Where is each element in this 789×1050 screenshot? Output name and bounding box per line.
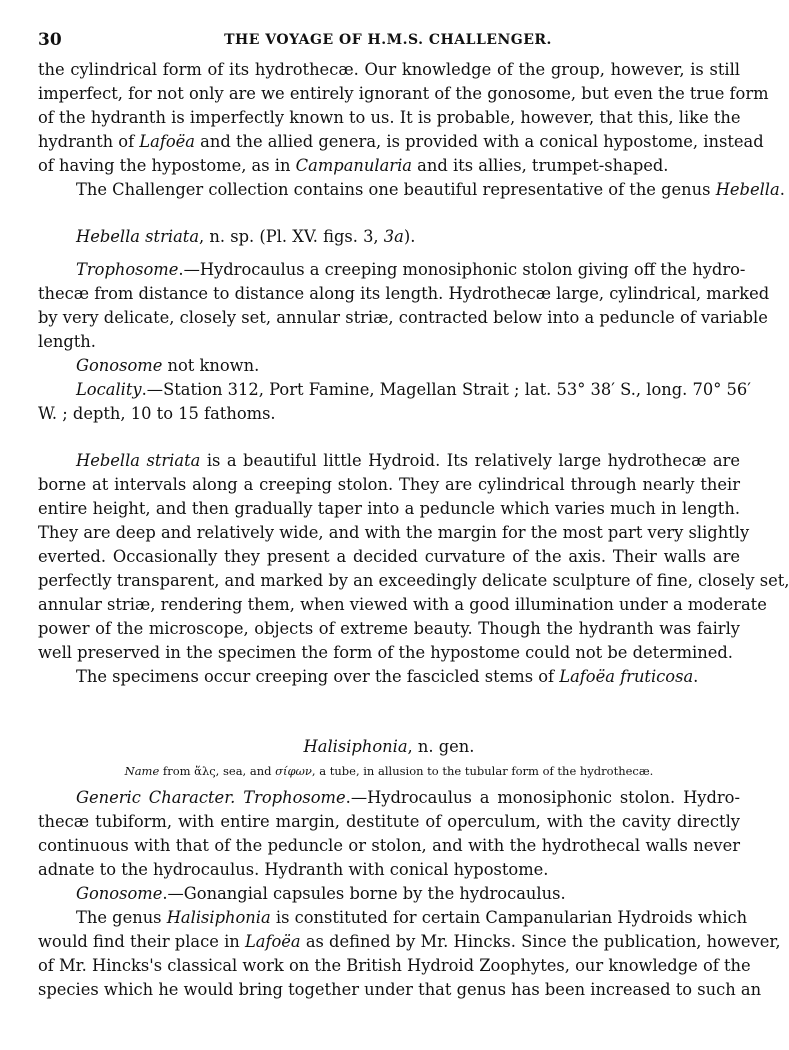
text: of the hydranth is imperfectly known to us. It is probable, however, that this, like the bbox=[38, 108, 741, 127]
italic-text: Generic Character. Trophosome bbox=[76, 788, 346, 807]
text: , n. sp. (Pl. XV. figs. 3, bbox=[199, 227, 384, 246]
text-line bbox=[38, 641, 740, 665]
text: , a tube, in allusion to the tubular form of the hydrothecæ. bbox=[311, 764, 654, 778]
text: power of the microscope, objects of extreme beauty. Though the hydranth was fairly bbox=[38, 619, 740, 638]
text: is a beautiful little Hydroid. Its relatively large hydrothecæ are bbox=[200, 451, 740, 470]
text: .—Hydrocaulus a monosiphonic stolon. Hydro- bbox=[345, 788, 740, 807]
text: not known. bbox=[162, 356, 260, 375]
italic-text: Campanularia bbox=[295, 156, 412, 175]
text-line bbox=[38, 402, 740, 426]
italic-text: Halisiphonia bbox=[303, 737, 408, 756]
text-line bbox=[38, 82, 769, 106]
text: . bbox=[779, 180, 785, 199]
text: hydranth of bbox=[38, 132, 140, 151]
italic-text: 3a bbox=[383, 227, 404, 246]
text-line bbox=[38, 521, 750, 545]
text: imperfect, for not only are we entirely ignorant of the gonosome, but even the true form bbox=[38, 84, 769, 103]
text-line bbox=[38, 58, 740, 82]
text: thecæ tubiform, with entire margin, destitute of operculum, with the cavity directly bbox=[38, 812, 740, 831]
text-line bbox=[38, 282, 770, 306]
section-heading bbox=[38, 735, 740, 759]
text: by very delicate, closely set, annular striæ, contracted below into a peduncle of variable bbox=[38, 308, 768, 327]
text: of Mr. Hincks's classical work on the British Hydroid Zoophytes, our knowledge of the bbox=[38, 956, 751, 975]
text: ). bbox=[403, 227, 416, 246]
page-number: 30 bbox=[38, 30, 62, 50]
text: .—Gonangial capsules borne by the hydrocaulus. bbox=[162, 884, 566, 903]
text-line bbox=[38, 473, 740, 497]
text: The specimens occur creeping over the fascicled stems of bbox=[76, 667, 560, 686]
text: continuous with that of the peduncle or stolon, and with the hydrothecal walls never bbox=[38, 836, 740, 855]
text-line bbox=[38, 810, 740, 834]
text-line bbox=[38, 306, 768, 330]
text: everted. Occasionally they present a decided curvature of the axis. Their walls are bbox=[38, 547, 740, 566]
text-line bbox=[38, 858, 740, 882]
text: .—Station 312, Port Famine, Magellan Strait ; lat. 53° 38′ S., long. 70° 56′ bbox=[141, 380, 751, 399]
text: the cylindrical form of its hydrothecæ. Our knowledge of the group, however, is still bbox=[38, 60, 740, 79]
etymology-note bbox=[38, 762, 740, 780]
text: thecæ from distance to distance along its length. Hydrothecæ large, cylindrical, marked bbox=[38, 284, 770, 303]
italic-text: Locality bbox=[76, 380, 142, 399]
italic-text: Lafoëa bbox=[139, 132, 195, 151]
text: . bbox=[693, 667, 699, 686]
text-line bbox=[38, 545, 740, 569]
text: borne at intervals along a creeping stolon. They are cylindrical through nearly their bbox=[38, 475, 740, 494]
text: length. bbox=[38, 332, 96, 351]
italic-text: Name bbox=[124, 764, 160, 778]
text-line bbox=[38, 906, 748, 930]
text: and its allies, trumpet-shaped. bbox=[412, 156, 669, 175]
italic-text: Trophosome bbox=[76, 260, 179, 279]
text: The Challenger collection contains one beautiful representative of the genus bbox=[76, 180, 716, 199]
italic-text: Hebella striata bbox=[76, 227, 200, 246]
text-line bbox=[38, 617, 740, 641]
text-line bbox=[38, 954, 751, 978]
text-line bbox=[38, 449, 740, 473]
text-line bbox=[38, 497, 740, 521]
text: is constituted for certain Campanularian Hydroids which bbox=[270, 908, 748, 927]
text: from ἅλς, sea, and bbox=[159, 764, 276, 778]
text: adnate to the hydrocaulus. Hydranth with conical hypostome. bbox=[38, 860, 549, 879]
text-line bbox=[38, 930, 781, 954]
text-line bbox=[38, 378, 751, 402]
text: of having the hypostome, as in bbox=[38, 156, 296, 175]
text: The genus bbox=[76, 908, 167, 927]
text-line bbox=[38, 786, 740, 810]
text-line bbox=[38, 569, 789, 593]
text-line bbox=[38, 106, 740, 130]
paragraph-block bbox=[38, 786, 781, 1002]
text-line bbox=[38, 978, 762, 1002]
text-line bbox=[38, 882, 740, 906]
paragraph-block bbox=[38, 58, 785, 202]
italic-text: Gonosome bbox=[76, 356, 163, 375]
paragraph-block bbox=[38, 258, 770, 426]
text: and the allied genera, is provided with a conical hypostome, instead bbox=[195, 132, 764, 151]
text-line bbox=[38, 665, 740, 689]
text-line bbox=[38, 330, 740, 354]
text: species which he would bring together under that genus has been increased to such an bbox=[38, 980, 762, 999]
text-line bbox=[38, 354, 740, 378]
text-line bbox=[38, 834, 740, 858]
italic-text: Gonosome bbox=[76, 884, 163, 903]
paragraph-block bbox=[38, 449, 789, 689]
text: W. ; depth, 10 to 15 fathoms. bbox=[38, 404, 276, 423]
text-line bbox=[38, 258, 746, 282]
text: annular striæ, rendering them, when viewed with a good illumination under a moderate bbox=[38, 595, 767, 614]
text-line bbox=[38, 154, 740, 178]
text: , n. gen. bbox=[407, 737, 475, 756]
text: They are deep and relatively wide, and with the margin for the most part very slightly bbox=[38, 523, 750, 542]
italic-text: Lafoëa fruticosa bbox=[559, 667, 694, 686]
text: perfectly transparent, and marked by an exceedingly delicate sculpture of fine, closely set, bbox=[38, 571, 789, 590]
page-header bbox=[38, 30, 738, 54]
text: entire height, and then gradually taper into a peduncle which varies much in length. bbox=[38, 499, 740, 518]
text: well preserved in the specimen the form of the hypostome could not be determined. bbox=[38, 643, 733, 662]
italic-text: Lafoëa bbox=[244, 932, 301, 951]
italic-text: Halisiphonia bbox=[166, 908, 271, 927]
text: .—Hydrocaulus a creeping monosiphonic stolon giving off the hydro- bbox=[178, 260, 746, 279]
italic-text: Hebella striata bbox=[76, 451, 201, 470]
italic-text: σίφων bbox=[275, 764, 312, 778]
text-line bbox=[38, 225, 740, 249]
text-line bbox=[38, 593, 767, 617]
italic-text: Hebella bbox=[715, 180, 780, 199]
text: as defined by Mr. Hincks. Since the publication, however, bbox=[300, 932, 781, 951]
running-title: THE VOYAGE OF H.M.S. CHALLENGER. bbox=[224, 32, 552, 48]
text-line bbox=[38, 130, 764, 154]
text-line bbox=[38, 735, 740, 759]
text-line bbox=[38, 762, 740, 780]
text-line bbox=[38, 178, 785, 202]
text: would find their place in bbox=[38, 932, 245, 951]
paragraph-block bbox=[38, 225, 740, 249]
